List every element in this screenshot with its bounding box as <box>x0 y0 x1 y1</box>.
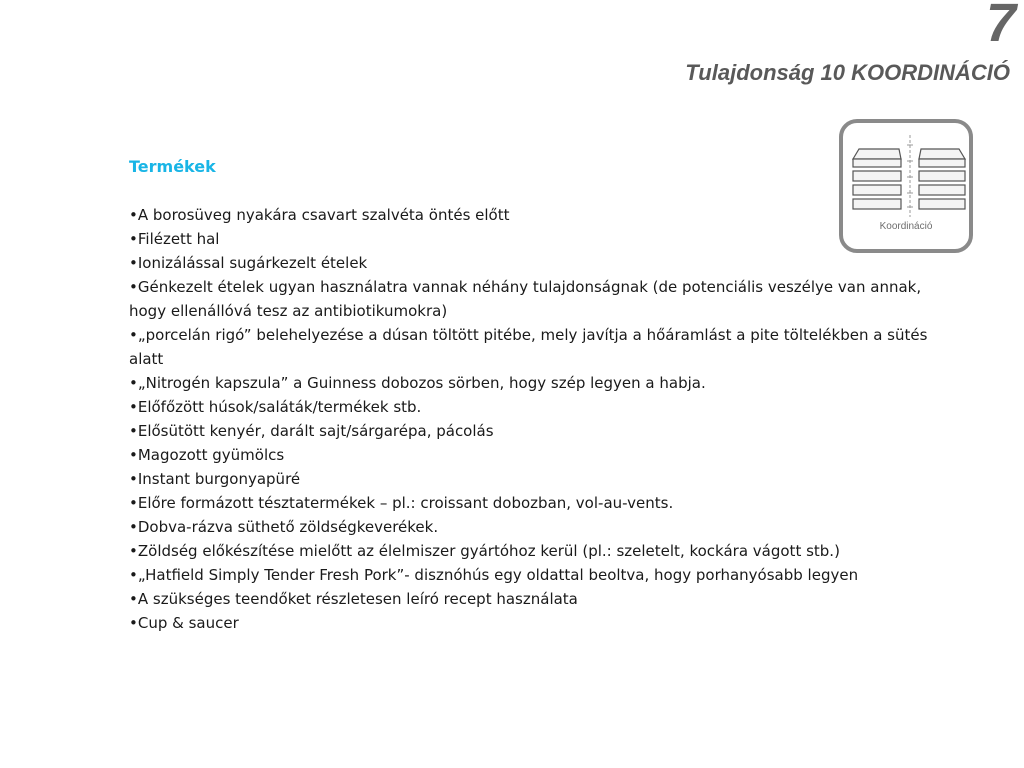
list-item: • Cup & saucer <box>129 611 929 635</box>
list-item: • Elősütött kenyér, darált sajt/sárgarépa, pácolás <box>129 419 929 443</box>
list-item: • Génkezelt ételek ugyan használatra vannak néhány tulajdonságnak (de potenciális veszélye van annak, hogy ellenállóvá tesz az antibiotikumokra) <box>129 275 929 323</box>
list-item: • Ionizálással sugárkezelt ételek <box>129 251 929 275</box>
list-item: • Dobva-rázva süthető zöldségkeverékek. <box>129 515 929 539</box>
list-item: • Magozott gyümölcs <box>129 443 929 467</box>
slide-title: Tulajdonság 10 KOORDINÁCIÓ <box>685 60 1010 85</box>
section-heading: Termékek <box>129 157 216 176</box>
list-item: • „porcelán rigó” belehelyezése a dúsan töltött pitébe, mely javítja a hőáramlást a pite töltelékben a sütés alatt <box>129 323 929 371</box>
list-item: • Előfőzött húsok/saláták/termékek stb. <box>129 395 929 419</box>
bullet-list <box>129 203 929 635</box>
list-item: • Zöldség előkészítése mielőtt az élelmiszer gyártóhoz kerül (pl.: szeletelt, kockára vágott stb.) <box>129 539 929 563</box>
icon-caption: Koordináció <box>879 221 933 232</box>
list-item: • Filézett hal <box>129 227 929 251</box>
slide-number: 7 <box>985 0 1016 53</box>
list-item: • „Hatfield Simply Tender Fresh Pork”- disznóhús egy oldattal beoltva, hogy porhanyósabb legyen <box>129 563 929 587</box>
list-item: • A szükséges teendőket részletesen leíró recept használata <box>129 587 929 611</box>
list-item: • Előre formázott tésztatermékek – pl.: croissant dobozban, vol-au-vents. <box>129 491 929 515</box>
list-item: • A borosüveg nyakára csavart szalvéta öntés előtt <box>129 203 929 227</box>
list-item: • „Nitrogén kapszula” a Guinness dobozos sörben, hogy szép legyen a habja. <box>129 371 929 395</box>
list-item: • Instant burgonyapüré <box>129 467 929 491</box>
content-area <box>129 155 929 635</box>
